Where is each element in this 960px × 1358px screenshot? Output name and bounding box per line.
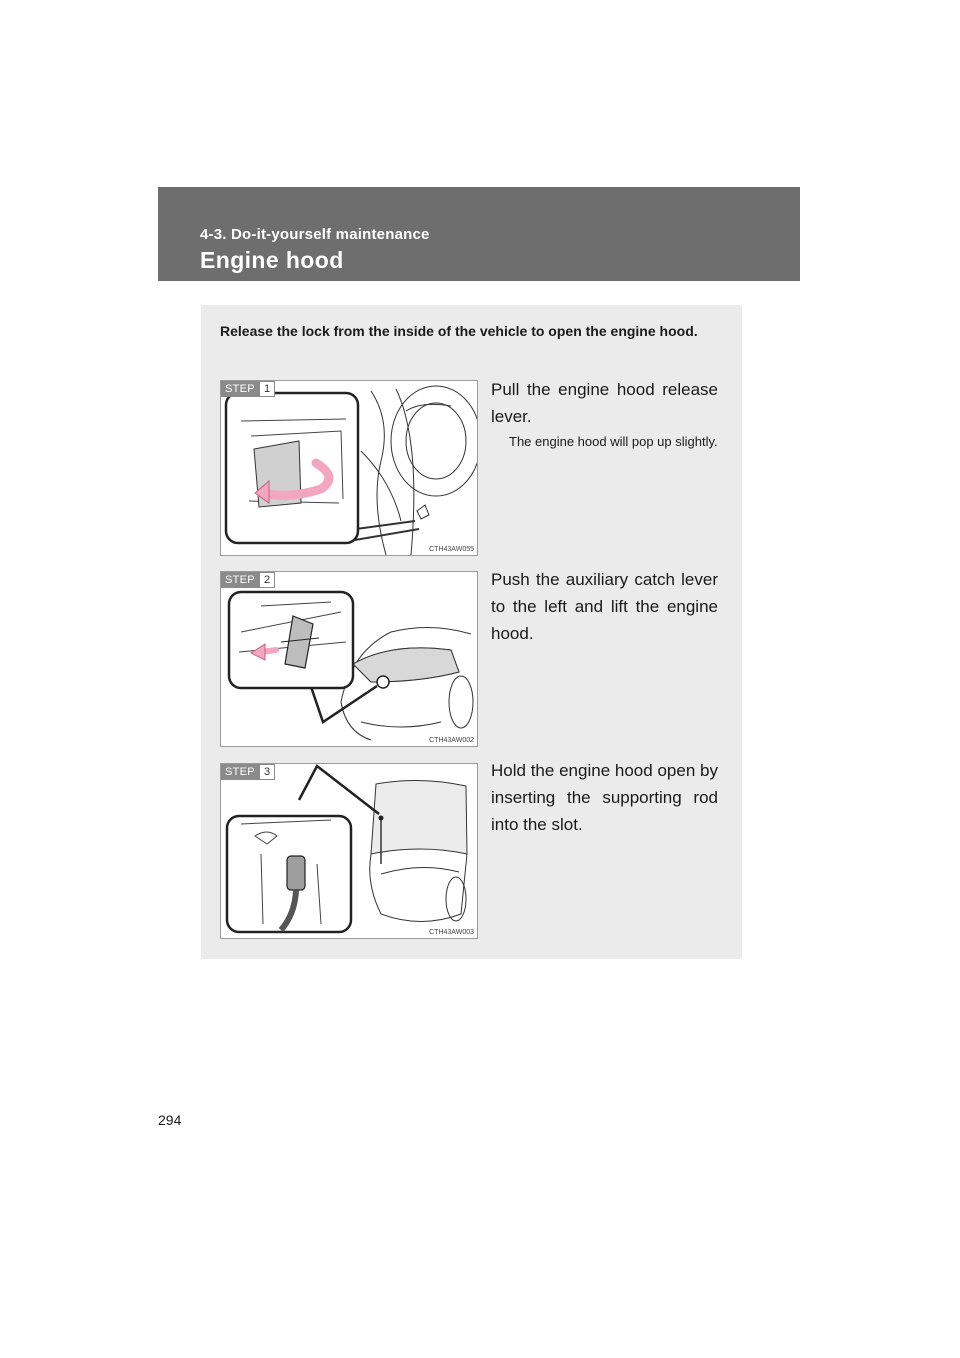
step-label: STEP (221, 764, 259, 780)
hood-release-lever-illustration (221, 381, 477, 555)
section-label: 4-3. Do-it-yourself maintenance (200, 226, 430, 243)
intro-text: Release the lock from the inside of the vehicle to open the engine hood. (220, 323, 698, 339)
step-3-text: Hold the engine hood open by inserting the supporting rod into the slot. (491, 761, 718, 834)
step-1-figure (220, 380, 478, 556)
step-label: STEP (221, 381, 259, 397)
step-number: 2 (259, 572, 275, 588)
auxiliary-catch-lever-illustration (221, 572, 477, 746)
page-number: 294 (158, 1112, 182, 1128)
step-2-figure (220, 571, 478, 747)
supporting-rod-illustration (221, 764, 477, 938)
step-number: 3 (259, 764, 275, 780)
step-2-text: Push the auxiliary catch lever to the left and lift the engine hood. (491, 570, 718, 643)
step-label: STEP (221, 572, 259, 588)
step-3-badge (221, 764, 275, 780)
step-1-text: Pull the engine hood release lever. (491, 380, 718, 426)
step-1-badge (221, 381, 275, 397)
step-2-badge (221, 572, 275, 588)
step-1-note: The engine hood will pop up slightly. (509, 434, 718, 449)
figure-code: CTH43AW055 (429, 546, 474, 553)
step-3-figure (220, 763, 478, 939)
figure-code: CTH43AW002 (429, 737, 474, 744)
page-title: Engine hood (200, 247, 344, 273)
step-number: 1 (259, 381, 275, 397)
figure-code: CTH43AW003 (429, 929, 474, 936)
